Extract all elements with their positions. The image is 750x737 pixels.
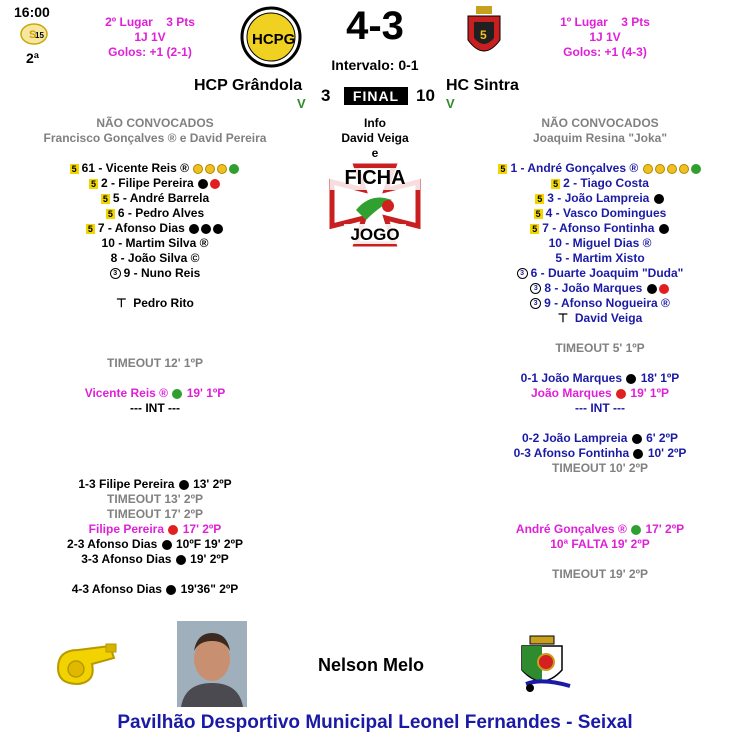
svg-text:HCPG: HCPG [252,31,296,48]
away-event: TIMEOUT 19' 2ºP [552,567,648,581]
home-event: 1-3 Filipe Pereira 13' 2ºP [78,477,232,491]
green-card-icon [172,389,182,399]
season-badge-icon: 5 [71,163,77,174]
venue-name: Pavilhão Desportivo Municipal Leonel Fernandes - Seixal [117,712,633,733]
match-time: 16:00 [14,4,50,20]
squad-badge-icon: 3 [110,268,121,279]
goal-icon [176,555,186,565]
goal-icon [162,540,172,550]
home-player-row[interactable]: 5 2 - Filipe Pereira [0,176,310,190]
home-player-row[interactable]: 5 7 - Afonso Dias [0,221,310,235]
green-card-icon [631,525,641,535]
coach-icon: ⊤ [116,296,127,310]
away-player-row[interactable]: 5 - Martim Xisto [555,251,645,265]
away-event: 10ª FALTA 19' 2ºP [550,537,650,551]
home-event: 2-3 Afonso Dias 10ºF 19' 2ºP [67,537,243,551]
match-score: 4-3 [346,4,404,48]
squad-badge-icon: 3 [530,283,541,294]
svg-text:S: S [29,29,37,41]
red-card-icon [616,389,626,399]
away-player-row[interactable]: 5 7 - Afonso Fontinha [450,221,750,235]
referee-photo [177,621,247,707]
coach-icon: ⊤ [557,311,569,325]
away-player-row[interactable]: 3 6 - Duarte Joaquim "Duda" [450,266,750,280]
season-badge-icon: 5 [500,163,506,174]
season-badge-icon: 5 [90,178,96,189]
away-player-row[interactable]: 3 8 - João Marques [450,281,750,295]
svg-text:15: 15 [35,31,44,40]
round-number: 2ª [26,50,39,66]
away-not-called-list: Joaquim Resina "Joka" [532,131,668,145]
card-icon [679,164,689,174]
svg-text:5: 5 [480,28,487,42]
away-standing-block: 1º Lugar 3 Pts 1J 1V Golos: +1 (4-3) [560,15,650,59]
away-player-row[interactable]: 5 2 - Tiago Costa [553,176,649,190]
away-team-name[interactable]: HC Sintra [446,77,519,94]
goal-icon [659,224,669,234]
home-not-called-title: NÃO CONVOCADOS [96,116,214,130]
goal-icon [633,449,643,459]
home-event: TIMEOUT 17' 2ºP [107,507,203,521]
away-event: 0-1 João Marques 18' 1ºP [520,371,680,385]
goal-icon [201,224,211,234]
season-badge-icon: 5 [107,208,113,219]
home-event: 3-3 Afonso Dias 19' 2ºP [81,552,229,566]
goal-icon [189,224,199,234]
away-column [450,0,750,737]
squad-badge-icon: 3 [530,298,541,309]
svg-text:FICHA: FICHA [344,167,406,189]
season-badge-icon: 5 [535,208,541,219]
home-win-marker: V [297,96,306,111]
home-event: Vicente Reis ® 19' 1ºP [84,386,226,400]
away-event: TIMEOUT 5' 1ºP [555,341,645,355]
card-icon [205,164,215,174]
away-player-row[interactable]: 5 1 - André Gonçalves ® [450,161,750,175]
whistle-icon [52,638,124,690]
home-event: --- INT --- [130,401,180,415]
municipal-crest-icon [512,634,576,694]
card-icon [655,164,665,174]
away-coach[interactable]: ⊤ David Veiga [557,311,643,325]
home-event: Filipe Pereira 17' 2ºP [88,522,222,536]
info-credits: Info David Veiga e [341,116,409,160]
away-not-called-title: NÃO CONVOCADOS [541,116,659,130]
away-event: André Gonçalves ® 17' 2ºP [515,522,685,536]
season-badge-icon: 5 [87,223,93,234]
green-card-icon [229,164,239,174]
away-event: --- INT --- [575,401,625,415]
interval-score: Intervalo: 0-1 [331,57,419,73]
squad-badge-icon: 3 [517,268,528,279]
away-player-row[interactable]: 10 - Miguel Dias ® [548,236,652,250]
home-event: 4-3 Afonso Dias 19'36" 2ºP [71,582,239,596]
card-icon [667,164,677,174]
home-not-called-list: Francisco Gonçalves ® e David Pereira [43,131,267,145]
green-card-icon [691,164,701,174]
home-player-row[interactable]: 5 61 - Vicente Reis ® [0,161,310,175]
home-event: TIMEOUT 12' 1ºP [107,356,203,370]
away-player-row[interactable]: 5 3 - João Lampreia [450,191,750,205]
home-event: TIMEOUT 13' 2ºP [107,492,203,506]
home-column [0,0,310,737]
red-card-icon [659,284,669,294]
referee-name: Nelson Melo [318,655,425,675]
home-player-row[interactable]: 8 - João Silva © [110,251,200,265]
home-team-name[interactable]: HCP Grândola [194,77,303,94]
home-player-row[interactable]: 10 - Martim Silva ® [101,236,209,250]
season-badge-icon: 5 [553,178,559,189]
goal-icon [166,585,176,595]
home-standing-block: 2º Lugar 3 Pts 1J 1V Golos: +1 (2-1) [105,15,195,59]
goal-icon [179,480,189,490]
season-badge-icon: 5 [532,223,538,234]
home-player-row[interactable]: 5 6 - Pedro Alves [107,206,205,220]
away-event: TIMEOUT 10' 2ºP [552,461,648,475]
home-league-score: 3 [321,86,331,105]
away-player-row[interactable]: 3 9 - Afonso Nogueira ® [450,296,750,310]
goal-icon [626,374,636,384]
season-badge-icon: 5 [102,193,108,204]
card-icon [193,164,203,174]
away-player-row[interactable]: 5 4 - Vasco Domingues [535,206,667,220]
home-coach[interactable]: ⊤ Pedro Rito [116,296,194,310]
ficha-jogo-logo[interactable] [326,160,424,248]
red-card-icon [210,179,220,189]
goal-icon [632,434,642,444]
away-event: 0-3 Afonso Fontinha 10' 2ºP [513,446,687,460]
goal-icon [647,284,657,294]
home-player-row[interactable]: 3 9 - Nuno Reis [0,266,310,280]
away-league-score: 10 [416,86,435,105]
home-player-row[interactable]: 5 5 - André Barrela [102,191,210,205]
away-event: 0-2 João Lampreia 6' 2ºP [522,431,678,445]
red-card-icon [168,525,178,535]
card-icon [643,164,653,174]
away-win-marker: V [446,96,455,111]
season-badge-icon: 5 [537,193,543,204]
goal-icon [213,224,223,234]
svg-text:JOGO: JOGO [350,225,400,244]
final-status-badge: FINAL [344,87,408,105]
goal-icon [198,179,208,189]
away-event: João Marques 19' 1ºP [531,386,669,400]
card-icon [217,164,227,174]
goal-icon [654,194,664,204]
